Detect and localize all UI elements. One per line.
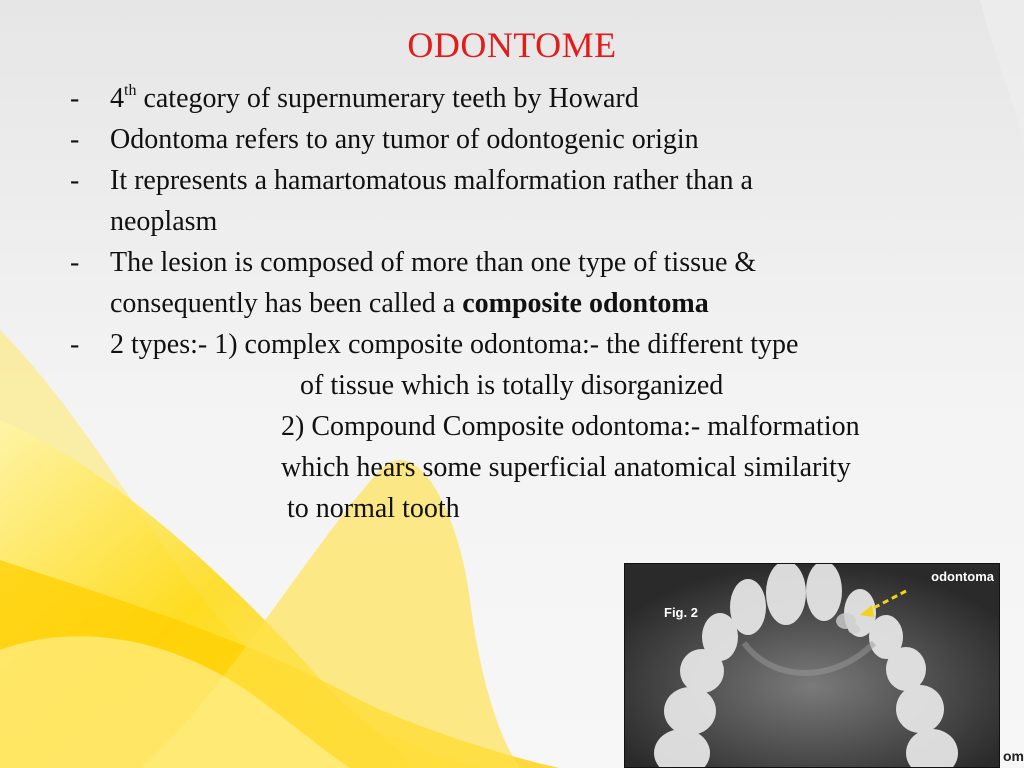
- bullet-2: [70, 119, 970, 160]
- bullet-list: [70, 78, 970, 529]
- bullet-5-line-5: to normal tooth: [287, 493, 460, 524]
- bullet-3-line-2: neoplasm: [110, 206, 218, 237]
- bullet-1-text-pre: 4: [110, 83, 124, 114]
- bullet-4-line-2: [110, 283, 970, 324]
- xray-odontoma-label: odontoma: [931, 569, 994, 584]
- bullet-4-line-2-text: consequently has been called a: [110, 288, 463, 319]
- bullet-1-text-post: category of supernumerary teeth by Howard: [136, 83, 639, 114]
- xray-teeth-illustration: [624, 563, 1000, 768]
- bullet-marker: -: [70, 165, 80, 196]
- bullet-4-bold-term: composite odontoma: [462, 288, 709, 319]
- bullet-5-line-2: of tissue which is totally disorganized: [300, 370, 724, 401]
- bullet-3: [70, 160, 970, 242]
- bullet-1: [70, 78, 970, 119]
- bullet-1-superscript: th: [124, 82, 137, 99]
- bullet-marker: -: [70, 124, 80, 155]
- bullet-5-line-3: 2) Compound Composite odontoma:- malformation: [281, 411, 860, 442]
- corner-watermark-text: om: [1003, 748, 1024, 764]
- bullet-marker: -: [70, 83, 80, 114]
- slide-title: ODONTOME: [407, 25, 617, 65]
- bullet-4: [70, 242, 970, 324]
- bullet-5: [70, 324, 970, 529]
- xray-figure-label: Fig. 2: [664, 605, 698, 620]
- bullet-3-line-1: It represents a hamartomatous malformation rather than a: [110, 165, 753, 196]
- bullet-marker: -: [70, 329, 80, 360]
- bullet-4-line-1: The lesion is composed of more than one type of tissue &: [110, 247, 757, 278]
- bullet-marker: -: [70, 247, 80, 278]
- bullet-5-line-4: which hears some superficial anatomical similarity: [281, 452, 851, 483]
- bullet-2-text: Odontoma refers to any tumor of odontogenic origin: [110, 124, 699, 155]
- bullet-5-line-1: 2 types:- 1) complex composite odontoma:- the different type: [110, 329, 799, 360]
- xray-image: [624, 563, 1000, 768]
